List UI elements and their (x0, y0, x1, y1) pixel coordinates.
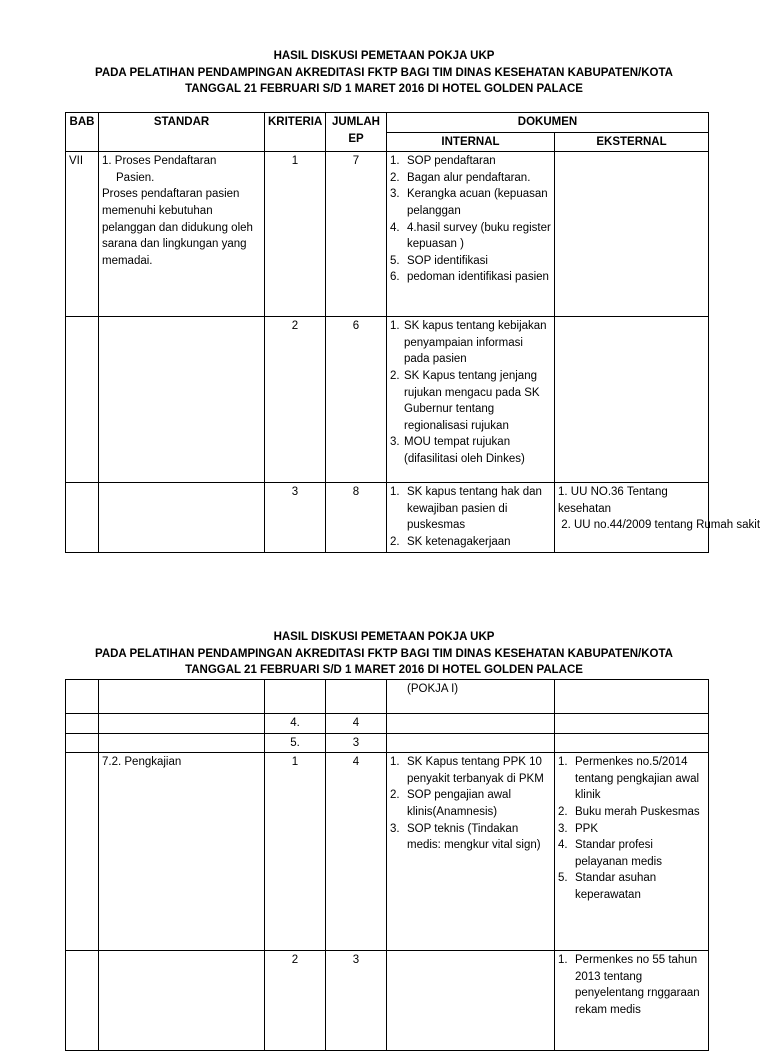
kriteria-cell: 2 (265, 317, 326, 483)
list-item: 3. MOU tempat rujukan (difasilitasi oleh Dinkes) (390, 436, 525, 465)
list-item: 4. Standar profesi pelayanan medis (558, 839, 662, 868)
jumlah-cell: 4 (326, 714, 387, 734)
jumlah-cell: 6 (326, 317, 387, 483)
jumlah-cell: 3 (326, 951, 387, 1051)
kriteria-cell: 4. (265, 714, 326, 734)
kriteria-cell: 2 (265, 951, 326, 1051)
list-item: 1. SOP pendaftaran (390, 155, 496, 168)
table-row (66, 483, 709, 552)
header-subtitle: PADA PELATIHAN PENDAMPINGAN AKREDITASI FKTP BAGI TIM DINAS KESEHATAN KABUPATEN/KOTA (95, 647, 673, 660)
internal-doc-list (390, 484, 551, 550)
table-row (66, 714, 709, 734)
document-header-1 (0, 48, 768, 98)
col-dokumen: DOKUMEN (387, 113, 709, 133)
kriteria-cell: 5. (265, 733, 326, 753)
header-date: TANGGAL 21 FEBRUARI S/D 1 MARET 2016 DI HOTEL GOLDEN PALACE (185, 664, 583, 676)
table-row (66, 317, 709, 483)
list-item: 2. SOP pengajian awal klinis(Anamnesis) (390, 789, 511, 818)
list-item: 3. SOP teknis (Tindakan medis: mengkur vital sign) (390, 822, 541, 852)
jumlah-cell: 4 (326, 753, 387, 951)
bab-cell: VII (66, 152, 99, 317)
list-item: 1. Permenkes no.5/2014 tentang pengkajian awal klinik (558, 756, 700, 802)
list-item: 1. SK Kapus tentang PPK 10 penyakit terbanyak di PKM (390, 756, 544, 785)
col-standar: STANDAR (99, 113, 265, 152)
internal-doc-list (390, 318, 551, 467)
header-title: HASIL DISKUSI PEMETAAN POKJA UKP (273, 50, 495, 62)
list-item: 3. Kerangka acuan (kepuasan pelanggan (390, 188, 548, 217)
kriteria-cell: 1 (265, 152, 326, 317)
list-item: 2. Buku merah Puskesmas (558, 805, 700, 818)
list-item: 2. SK Kapus tentang jenjang rujukan mengacu pada SK Gubernur tentang regionalisasi rujukan (390, 369, 540, 432)
header-title: HASIL DISKUSI PEMETAAN POKJA UKP (273, 631, 495, 643)
eksternal-docs-cell (555, 753, 709, 951)
jumlah-cell: 7 (326, 152, 387, 317)
list-item: 5. Standar asuhan keperawatan (558, 872, 657, 901)
table-row (66, 152, 709, 317)
jumlah-cell: 8 (326, 483, 387, 552)
document-header-2 (0, 629, 768, 679)
jumlah-cell: 3 (326, 733, 387, 753)
list-item: 3. PPK (558, 822, 599, 835)
list-item: 2. Bagan alur pendaftaran. (390, 171, 531, 184)
col-bab: BAB (66, 113, 99, 152)
kriteria-cell: 3 (265, 483, 326, 552)
standar-cell: 7.2. Pengkajian (99, 753, 265, 951)
table-row (66, 753, 709, 951)
internal-docs-cell (387, 753, 555, 951)
eksternal-docs-cell (555, 152, 709, 317)
table-row (66, 733, 709, 753)
pokja-label: (POKJA I) (387, 680, 555, 714)
internal-docs-cell (387, 152, 555, 317)
eksternal-docs-cell (555, 951, 709, 1051)
list-item: 1. SK kapus tentang kebijakan penyampaian informasi pada pasien (390, 320, 547, 366)
header-subtitle: PADA PELATIHAN PENDAMPINGAN AKREDITASI FKTP BAGI TIM DINAS KESEHATAN KABUPATEN/KOTA (95, 66, 673, 79)
list-item: 4. 4.hasil survey (buku register kepuasan ) (390, 221, 551, 251)
internal-docs-cell (387, 317, 555, 483)
list-item: 6. pedoman identifikasi pasien (390, 271, 549, 284)
internal-doc-list (390, 153, 551, 286)
col-kriteria: KRITERIA (265, 113, 326, 152)
internal-docs-cell (387, 483, 555, 552)
eksternal-doc-list (558, 754, 705, 903)
list-item: 1. SK kapus tentang hak dan kewajiban pasien di puskesmas (390, 486, 542, 532)
col-internal: INTERNAL (387, 132, 555, 152)
list-item: 5. SOP identifikasi (390, 254, 488, 267)
mapping-table-2 (65, 679, 709, 1051)
standar-cell: 1. Proses Pendaftaran Pasien. Proses pendaftaran pasien memenuhi kebutuhan pelanggan dan didukung oleh sarana dan lingkungan yang memadai. (99, 152, 265, 317)
col-jumlah-ep: JUMLAH EP (326, 113, 387, 152)
eksternal-docs-cell: 1. UU NO.36 Tentang kesehatan 2. UU no.44/2009 tentang Rumah sakit (555, 483, 709, 552)
kriteria-cell: 1 (265, 753, 326, 951)
eksternal-doc-list (558, 952, 705, 1018)
mapping-table-1 (65, 112, 761, 553)
internal-doc-list (390, 754, 551, 854)
list-item: 1. Permenkes no 55 tahun 2013 tentang penyelentang rnggaraan rekam medis (558, 954, 700, 1016)
list-item: 2. SK ketenagakerjaan (390, 535, 511, 548)
col-eksternal: EKSTERNAL (555, 132, 709, 152)
table-row (66, 951, 709, 1051)
header-date: TANGGAL 21 FEBRUARI S/D 1 MARET 2016 DI HOTEL GOLDEN PALACE (185, 83, 583, 95)
